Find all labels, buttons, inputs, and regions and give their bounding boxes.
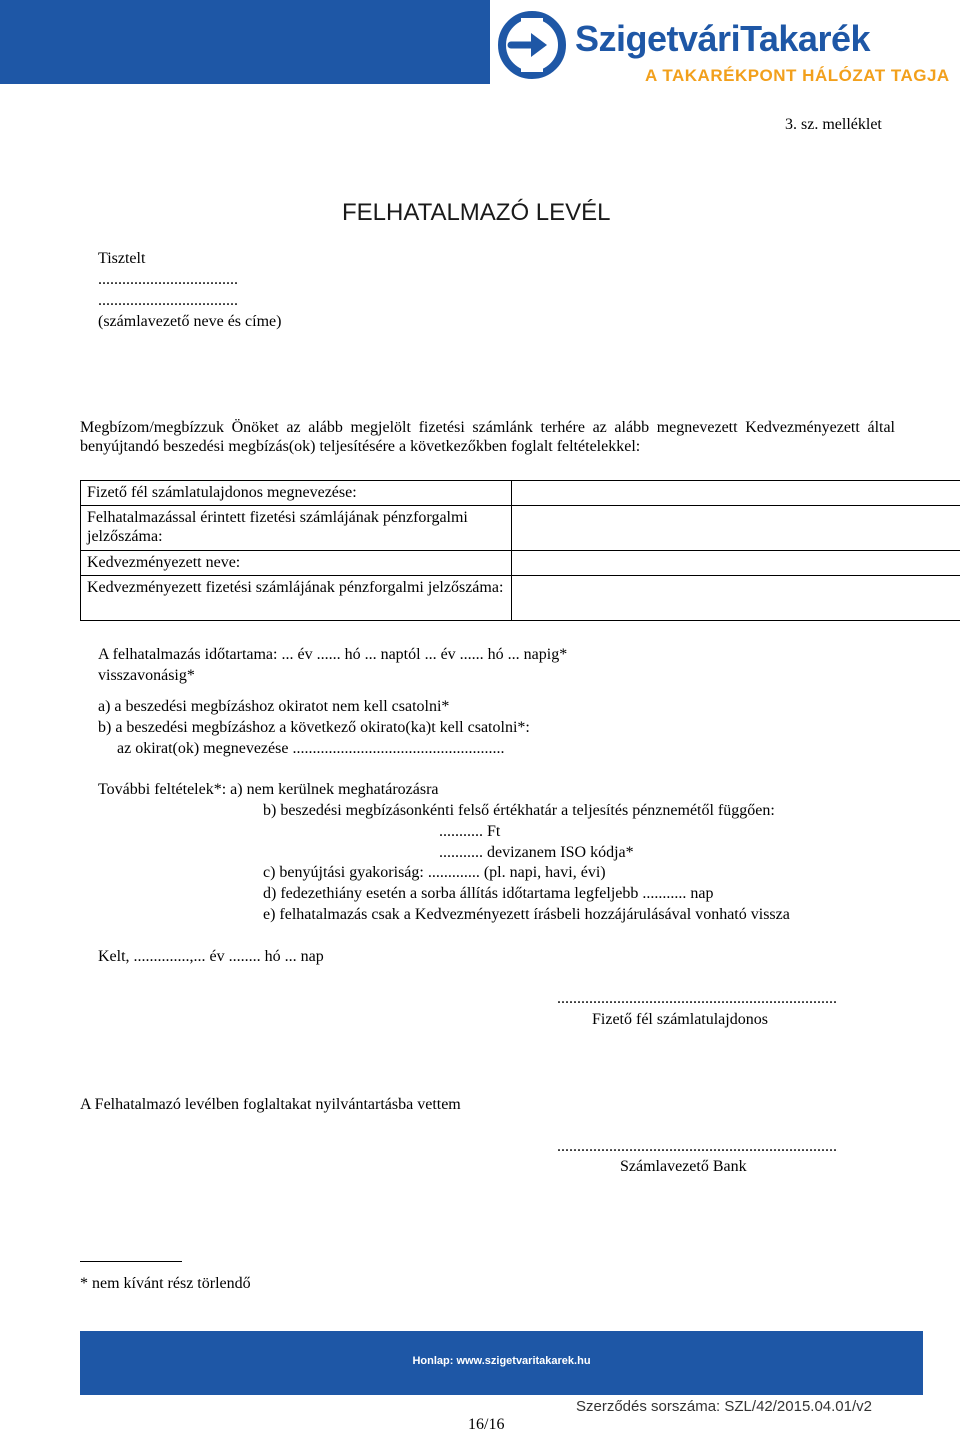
salutation-line1: Tisztelt	[98, 250, 145, 268]
further-conditions-d: d) fedezethiány esetén a sorba állítás időtartama legfeljebb ........... nap	[263, 885, 713, 903]
table-cell-label: Kedvezményezett neve:	[81, 551, 512, 576]
table-row	[81, 506, 960, 551]
payer-form-table	[80, 480, 960, 621]
bank-signature-label: Számlavezető Bank	[620, 1158, 747, 1176]
header-blue-band	[0, 0, 490, 84]
further-conditions-e: e) felhatalmazás csak a Kedvezményezett írásbeli hozzájárulásával vonható vissza	[263, 906, 790, 924]
table-cell-label: Kedvezményezett fizetési számlájának pénzforgalmi jelzőszáma:	[81, 576, 512, 621]
arrow-circle-logo-icon	[497, 10, 567, 80]
table-cell-label: Felhatalmazással érintett fizetési számlájának pénzforgalmi jelzőszáma:	[81, 506, 512, 551]
attachment-label: 3. sz. melléklet	[785, 116, 882, 134]
bank-signature-dots: ......................................................................	[557, 1138, 837, 1156]
limit-iso: ........... devizanem ISO kódja*	[439, 844, 634, 862]
registration-line: A Felhatalmazó levélben foglaltakat nyilvántartásba vettem	[80, 1096, 461, 1114]
bank-logo	[497, 8, 957, 82]
logo-name: SzigetváriTakarék	[575, 18, 870, 60]
table-cell-value[interactable]	[512, 506, 960, 551]
intro-paragraph: Megbízom/megbízzuk Önöket az alább megjelölt fizetési számlánk terhére az alább megnevezett Kedvezményezett által benyújtandó beszedési megbízás(ok) teljesítésére a következőkben foglalt feltételekkel:	[80, 418, 895, 456]
limit-ft: ........... Ft	[439, 823, 500, 841]
salutation-line2: ...................................	[98, 271, 238, 289]
payer-signature-label: Fizető fél számlatulajdonos	[592, 1011, 768, 1029]
page-number: 16/16	[468, 1416, 504, 1434]
contract-number: Szerződés sorszáma: SZL/42/2015.04.01/v2	[576, 1398, 872, 1415]
salutation-line4: (számlavezető neve és címe)	[98, 313, 281, 331]
salutation-line3: ...................................	[98, 292, 238, 310]
footer-website: Honlap: www.szigetvaritakarek.hu	[80, 1355, 923, 1367]
duration-line: A felhatalmazás időtartama: ... év ...... hó ... naptól ... év ...... hó ... napig*	[98, 646, 567, 664]
table-row	[81, 551, 960, 576]
header-slant	[430, 0, 490, 84]
further-conditions-a: További feltételek*: a) nem kerülnek meghatározásra	[98, 781, 439, 799]
further-conditions-b: b) beszedési megbízásonkénti felső értékhatár a teljesítés pénznemétől függően:	[263, 802, 775, 820]
table-cell-value[interactable]	[512, 551, 960, 576]
logo-tagline: A TAKARÉKPONT HÁLÓZAT TAGJA	[645, 66, 950, 86]
table-cell-value[interactable]	[512, 576, 960, 621]
option-b: b) a beszedési megbízáshoz a következő okirato(ka)t kell csatolni*:	[98, 719, 530, 737]
duration-revocation: visszavonásig*	[98, 667, 195, 685]
page-title: FELHATALMAZÓ LEVÉL	[342, 199, 611, 227]
table-cell-value[interactable]	[512, 481, 960, 506]
footnote-rule	[80, 1261, 182, 1262]
further-conditions-c: c) benyújtási gyakoriság: ............. (pl. napi, havi, évi)	[263, 864, 606, 882]
footnote: * nem kívánt rész törlendő	[80, 1275, 251, 1293]
footer-bar	[80, 1331, 923, 1395]
option-b-detail: az okirat(ok) megnevezése .....................................................	[117, 740, 504, 758]
option-a: a) a beszedési megbízáshoz okiratot nem kell csatolni*	[98, 698, 449, 716]
table-row	[81, 481, 960, 506]
page-header	[0, 0, 960, 84]
table-row	[81, 576, 960, 621]
dated-line: Kelt, ..............,... év ........ hó ... nap	[98, 948, 324, 966]
payer-signature-dots: ......................................................................	[557, 990, 837, 1008]
table-cell-label: Fizető fél számlatulajdonos megnevezése:	[81, 481, 512, 506]
